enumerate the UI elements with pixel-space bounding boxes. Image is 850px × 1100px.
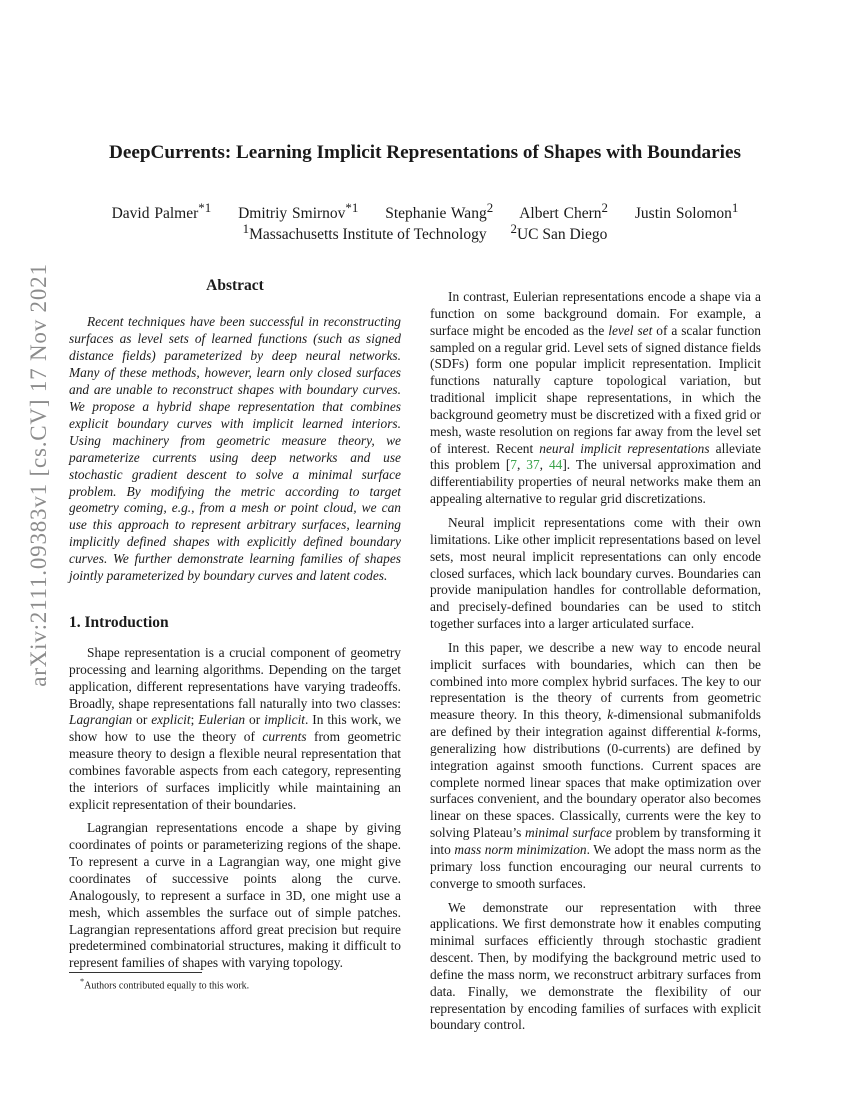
paragraph: In contrast, Eulerian representations encode a shape via a function on some background domain. For example, a surface might be encoded as the level set of a scalar function sampled on a regular grid. Level sets of signed distance fields (SDFs) form one popular implicit representation. Implicit functions naturally capture topological variation, but traditional implicit shape representations, in which the background geometry must be discretized with a fixed grid or mesh, waste resolution on regions far away from the level set of interest. Recent neural implicit representations alleviate this problem [7, 37, 44]. The universal approximation and differentiability properties of neural networks make them an appealing alternative to regular grid discretizations. [430, 289, 762, 507]
affiliation-list [60, 221, 790, 244]
author: David Palmer$^{*1}$ [111, 200, 212, 223]
author: Stephanie Wang$^2$ [385, 200, 494, 223]
citation-link[interactable]: 44 [548, 457, 563, 473]
arxiv-id: arXiv:2111.09383v1 [cs.CV] 17 Nov 2021 [26, 263, 51, 687]
affiliation: $^1$Massachusetts Institute of Technology [242, 221, 487, 244]
paper-title: DeepCurrents: Learning Implicit Representations of Shapes with Boundaries [109, 142, 741, 163]
citation-link[interactable]: 7 [510, 457, 517, 473]
citation-link[interactable]: 37 [526, 457, 540, 473]
section-heading-introduction: 1. Introduction [69, 614, 169, 631]
author: Dmitriy Smirnov$^{*1}$ [238, 200, 359, 223]
arxiv-stamp [14, 263, 64, 687]
abstract-text: Recent techniques have been successful in reconstructing surfaces as level sets of learned functions (such as signed distance fields) parameterized by deep neural networks. Many of these methods, however, learn only closed surfaces and are unable to reconstruct shapes with boundary curves. We propose a hybrid shape representation that combines explicit boundary curves with implicit learned interiors. Using machinery from geometric measure theory, we parameterize currents using deep networks and use stochastic gradient descent to solve a minimal surface problem. By modifying the metric according to target geometry coming, e.g., from a mesh or point cloud, we can use this approach to represent arbitrary surfaces, learning implicitly defined shapes with explicitly defined boundary curves. We further demonstrate learning families of shapes jointly parameterized by boundary curves and latent codes. [69, 314, 401, 584]
affiliation: $^2$UC San Diego [510, 221, 608, 244]
paragraph: Shape representation is a crucial component of geometry processing and learning algorithms. Depending on the target application, different representations have varying tradeoffs. Broadly, shape representations fall naturally into two classes: Lagrangian or explicit; Eulerian or implicit. In this work, we show how to use the theory of currents from geometric measure theory to design a flexible neural representation that combines favorable aspects from each category, representing the interiors of surfaces implicitly while maintaining an explicit representation of their boundaries. [69, 645, 401, 812]
left-column-body [69, 645, 401, 979]
paragraph: We demonstrate our representation with three applications. We first demonstrate how it enables computing minimal surfaces efficiently through stochastic gradient descent. Then, by modifying the background metric used to define the mass norm, we reconstruct arbitrary surfaces from data. Finally, we demonstrate the flexibility of our representation by encoding families of surfaces with explicit boundary control. [430, 899, 761, 1033]
abstract-heading: Abstract [206, 277, 264, 294]
author: Justin Solomon$^1$ [634, 200, 739, 223]
author: Albert Chern$^2$ [519, 200, 608, 223]
paragraph: Neural implicit representations come with their own limitations. Like other implicit representations based on level sets, most neural implicit representations can only encode closed surfaces, which lack boundary curves. Boundaries can provide manipulation handles for controllable deformation, and precisely-defined boundaries can be used to stitch together surfaces into a larger articulated surface. [430, 514, 761, 632]
author-list [60, 200, 790, 223]
footnote-rule [69, 972, 202, 973]
footnote: *Authors contributed equally to this work. [80, 977, 250, 992]
right-column-body [430, 289, 761, 1041]
paragraph: In this paper, we describe a new way to encode neural implicit surfaces with boundaries, which can then be combined into more complex hybrid surfaces. The key to our representation is the theory of currents from geometric measure theory. In this theory, k-dimensional submanifolds are defined by their integration against differential k-forms, generalizing how distributions (0-currents) are defined by integration against smooth functions. Current spaces are complete normed linear spaces that make optimization over surfaces convenient, and the boundary operator also becomes linear on these spaces. Classically, currents were the key to solving Plateau’s minimal surface problem by transforming it into mass norm minimization. We adopt the mass norm as the primary loss function encouraging our neural currents to converge to smooth surfaces. [430, 639, 761, 891]
paragraph: Lagrangian representations encode a shape by giving coordinates of points or parameterizing regions of the shape. To represent a curve in a Lagrangian way, one might give coordinates of successive points along the curve. Analogously, to represent a surface in 3D, one might use a mesh, which assembles the surface out of simple patches. Lagrangian representations afford great precision but require predetermined combinatorial structures, making it difficult to represent families of shapes with varying topology. [69, 820, 401, 971]
